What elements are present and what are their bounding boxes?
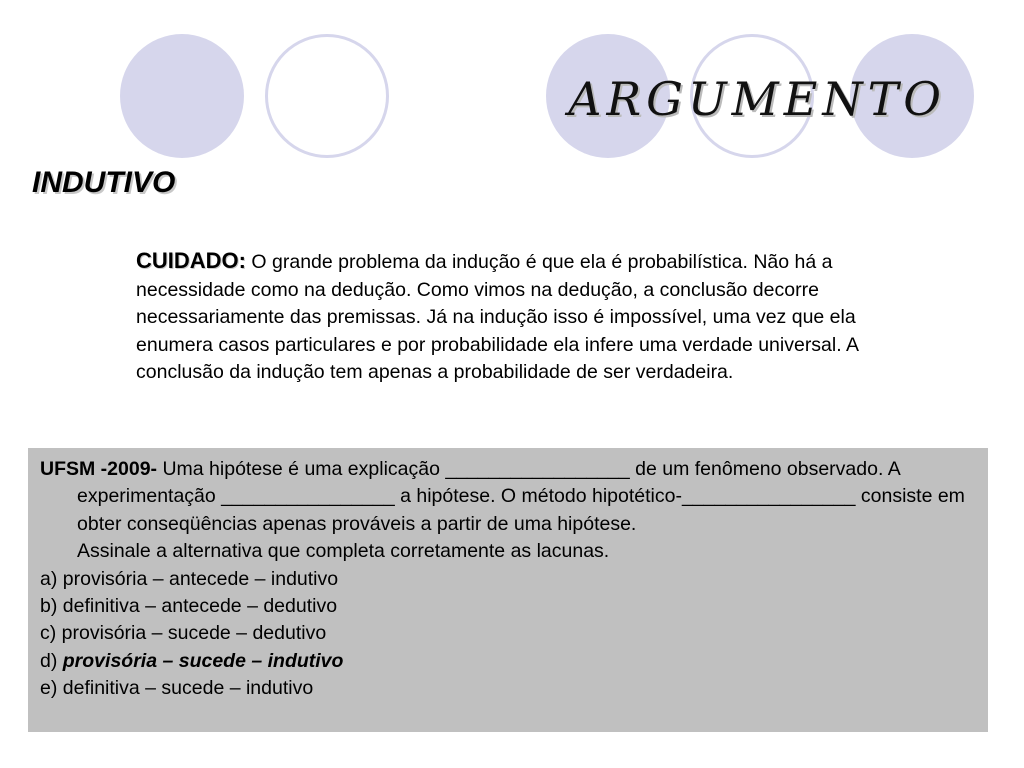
option-text: definitiva – sucede – indutivo [62,677,314,700]
exercise-statement-text: Uma hipótese é uma explicação _________________ de um fenômeno observado. A experimentação ________________ a hipótese. O método hipotético-________________ consiste em obter conseqüências apenas prováveis a partir de uma hipótese. [77,458,965,535]
option-text: provisória – sucede – dedutivo [61,622,327,645]
option-key: d) [40,649,58,672]
option-key: a) [40,567,58,590]
option-text: definitiva – antecede – dedutivo [62,595,338,618]
slide-subtitle: INDUTIVO [32,166,176,199]
warning-paragraph [136,247,916,387]
exercise-instruction: Assinale a alternativa que completa corretamente as lacunas. [77,540,610,563]
option-c [40,620,976,647]
slide-title: ARGUMENTO [568,72,946,126]
option-key: e) [40,677,58,700]
option-e [40,675,976,702]
option-text-correct: provisória – sucede – indutivo [62,649,344,672]
option-d [40,648,976,675]
warning-text: O grande problema da indução é que ela é probabilística. Não há a necessidade como na dedução. Como vimos na dedução, a conclusão decorre necessariamente das premissas. Já na indução isso é impossível, uma vez que ela enumera casos particulares e por probabilidade ela infere uma verdade universal. A conclusão da indução tem apenas a probabilidade de ser verdadeira. [136,251,858,383]
exercise-source: UFSM -2009- [40,458,158,480]
option-key: b) [40,595,58,618]
option-b [40,593,976,620]
exercise-box [28,448,988,732]
warning-label: CUIDADO: [136,248,246,273]
option-a [40,566,976,593]
option-text: provisória – antecede – indutivo [62,567,339,590]
option-key: c) [40,622,57,645]
exercise-statement [40,456,976,538]
decorative-circle [265,34,389,158]
decorative-circle [120,34,244,158]
